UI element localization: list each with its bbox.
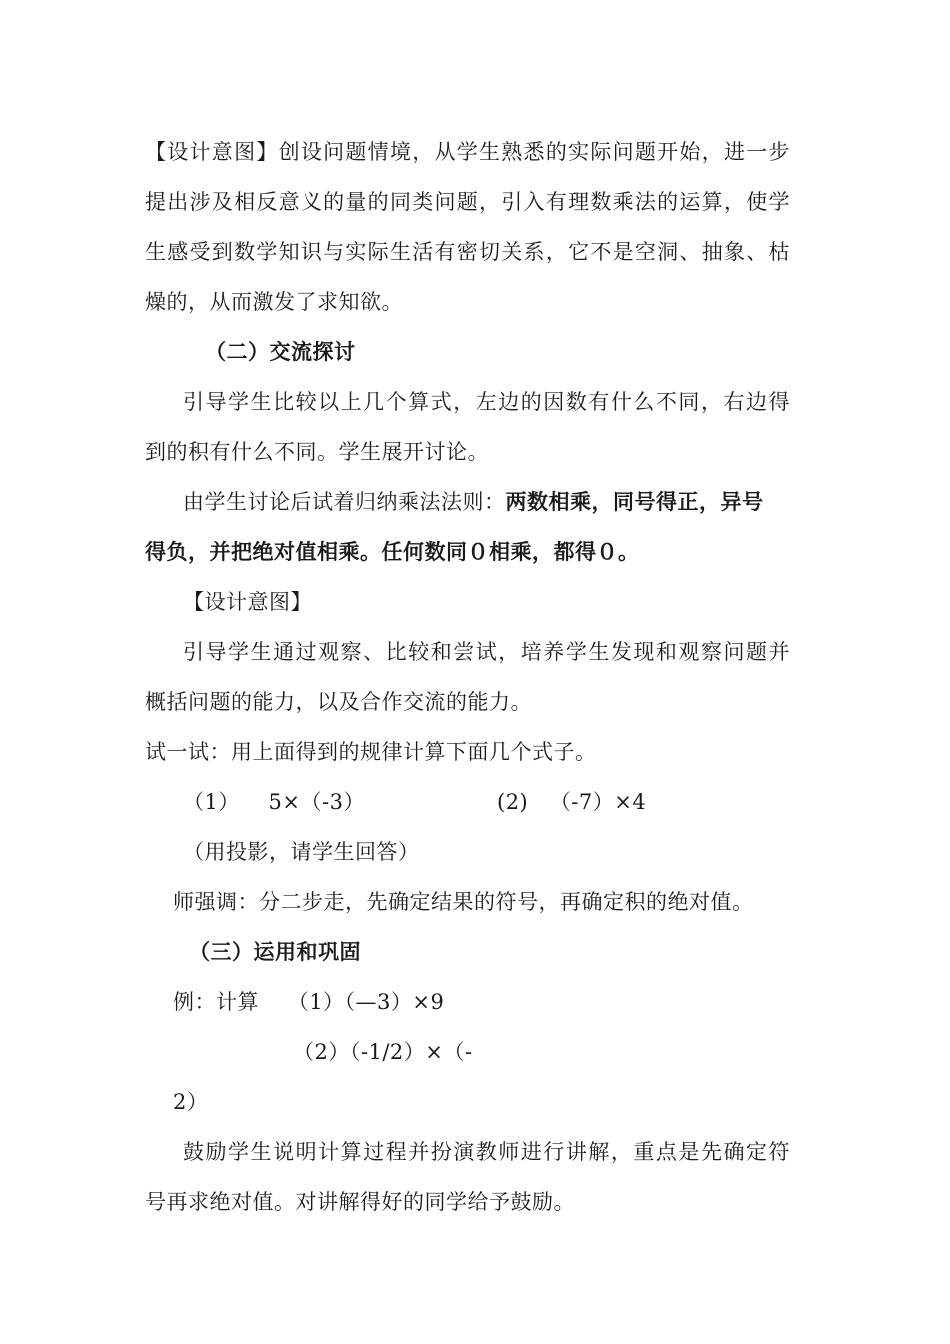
paragraph-ability-line-2: 概括问题的能力，以及合作交流的能力。 <box>145 690 532 714</box>
paragraph-design-intent-line-1: 【设计意图】创设问题情境，从学生熟悉的实际问题开始，进一步 <box>145 140 790 164</box>
exercise-1: （1） 5×（-3） <box>183 790 365 814</box>
rule-intro-text: 由学生讨论后试着归纳乘法法则： <box>183 490 506 514</box>
design-intent-label: 【设计意图】 <box>183 590 312 614</box>
paragraph-compare-line-1: 引导学生比较以上几个算式，左边的因数有什么不同，右边得 <box>183 390 790 414</box>
paragraph-encourage-line-2: 号再求绝对值。对讲解得好的同学给予鼓励。 <box>145 1190 575 1214</box>
paragraph-rule-line-2: 得负，并把绝对值相乘。任何数同０相乘，都得０。 <box>145 540 640 564</box>
paragraph-ability-line-1: 引导学生通过观察、比较和尝试，培养学生发现和观察问题并 <box>183 640 790 664</box>
exercise-2: (2) （-7）×4 <box>497 790 647 814</box>
projection-note: （用投影，请学生回答） <box>183 840 420 864</box>
paragraph-design-intent-line-2: 提出涉及相反意义的量的同类问题，引入有理数乘法的运算，使学 <box>145 190 790 214</box>
example-line-1: 例：计算 （1）（—3）×9 <box>173 990 445 1014</box>
paragraph-design-intent-line-4: 燥的，从而激发了求知欲。 <box>145 290 403 314</box>
example-line-2: （2）（-1/2）×（- <box>293 1040 473 1064</box>
paragraph-design-intent-line-3: 生感受到数学知识与实际生活有密切关系，它不是空洞、抽象、枯 <box>145 240 790 264</box>
paragraph-compare-line-2: 到的积有什么不同。学生展开讨论。 <box>145 440 489 464</box>
try-it-instruction: 试一试：用上面得到的规律计算下面几个式子。 <box>145 740 597 764</box>
section-heading-discussion: （二）交流探讨 <box>205 340 356 364</box>
paragraph-encourage-line-1: 鼓励学生说明计算过程并扮演教师进行讲解，重点是先确定符 <box>183 1140 790 1164</box>
section-heading-application: （三）运用和巩固 <box>189 940 361 964</box>
teacher-emphasis: 师强调：分二步走，先确定结果的符号，再确定积的绝对值。 <box>173 890 754 914</box>
rule-bold-text-1: 两数相乘，同号得正，异号 <box>505 490 764 514</box>
example-line-3: 2） <box>173 1090 209 1114</box>
paragraph-rule-line-1 <box>183 487 764 517</box>
